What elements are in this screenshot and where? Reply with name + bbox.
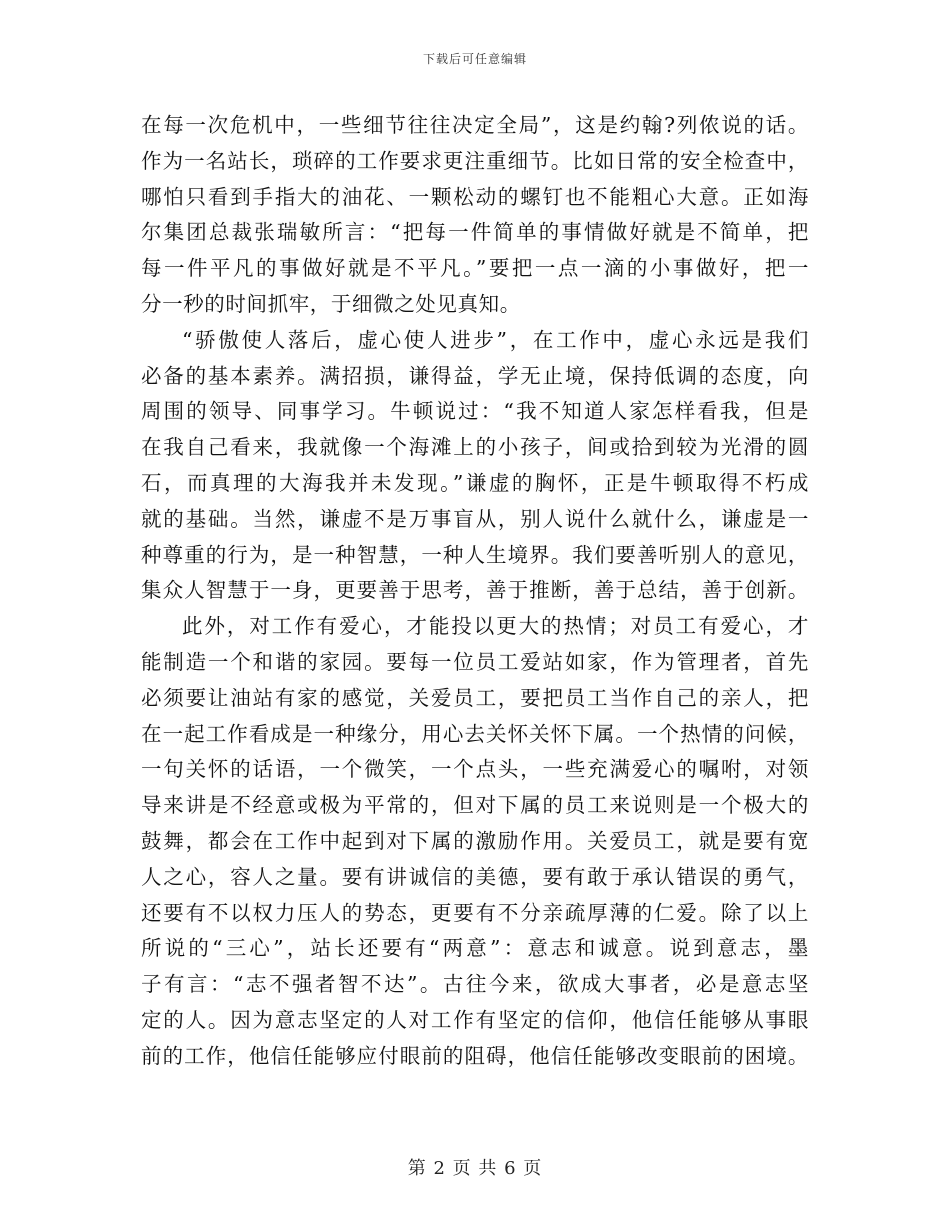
text-line: 导来讲是不经意或极为平常的，但对下属的员工来说则是一个极大的 — [141, 793, 809, 818]
text-line: 必备的基本素养。满招损，谦得益，学无止境，保持低调的态度，向 — [141, 363, 809, 388]
text-line: 此外，对工作有爱心，才能投以更大的热情；对员工有爱心，才 — [182, 614, 809, 639]
text-line: 鼓舞，都会在工作中起到对下属的激励作用。关爱员工，就是要有宽 — [141, 828, 809, 853]
text-line: 一句关怀的话语，一个微笑，一个点头，一些充满爱心的嘱咐，对领 — [141, 757, 809, 782]
text-line: 作为一名站长，琐碎的工作要求更注重细节。比如日常的安全检查中， — [141, 148, 809, 173]
text-line: 必须要让油站有家的感觉，关爱员工，要把员工当作自己的亲人，把 — [141, 685, 809, 710]
text-line: 所说的“三心”，站长还要有“两意”：意志和诚意。说到意志，墨 — [141, 936, 809, 961]
text-line: 定的人。因为意志坚定的人对工作有坚定的信仰，他信任能够从事眼 — [141, 1007, 809, 1032]
document-body — [141, 108, 809, 1075]
text-line: 在每一次危机中，一些细节往往决定全局”，这是约翰?列侬说的话。 — [141, 113, 809, 137]
page-header: 下载后可任意编辑 — [422, 52, 527, 66]
text-line: 每一件平凡的事做好就是不平凡。”要把一点一滴的小事做好，把一 — [141, 256, 809, 281]
text-line: “骄傲使人落后，虚心使人进步”，在工作中，虚心永远是我们 — [182, 327, 809, 352]
text-line: 种尊重的行为，是一种智慧，一种人生境界。我们要善听别人的意见， — [141, 542, 809, 567]
text-line: 人之心，容人之量。要有讲诚信的美德，要有敢于承认错误的勇气， — [141, 864, 809, 889]
text-line: 前的工作，他信任能够应付眼前的阻碍，他信任能够改变眼前的困境。 — [141, 1043, 809, 1068]
text-line: 在我自己看来，我就像一个海滩上的小孩子，间或拾到较为光滑的圆 — [141, 435, 809, 460]
text-line: 在一起工作看成是一种缘分，用心去关怀关怀下属。一个热情的问候， — [141, 721, 809, 746]
text-line: 周围的领导、同事学习。牛顿说过：“我不知道人家怎样看我，但是 — [141, 399, 809, 424]
text-line: 哪怕只看到手指大的油花、一颗松动的螺钉也不能粗心大意。正如海 — [141, 184, 809, 209]
text-line: 石，而真理的大海我并未发现。”谦虚的胸怀，正是牛顿取得不朽成 — [141, 470, 809, 495]
page-footer: 第 2 页 共 6 页 — [407, 1158, 543, 1179]
text-line: 就的基础。当然，谦虚不是万事盲从，别人说什么就什么，谦虚是一 — [141, 506, 809, 531]
text-line: 尔集团总裁张瑞敏所言：“把每一件简单的事情做好就是不简单，把 — [141, 220, 809, 245]
text-line: 集众人智慧于一身，更要善于思考，善于推断，善于总结，善于创新。 — [141, 578, 809, 603]
text-line: 还要有不以权力压人的势态，更要有不分亲疏厚薄的仁爱。除了以上 — [141, 900, 809, 925]
text-line: 能制造一个和谐的家园。要每一位员工爱站如家，作为管理者，首先 — [141, 649, 809, 674]
text-line: 分一秒的时间抓牢，于细微之处见真知。 — [141, 291, 521, 316]
text-line: 子有言：“志不强者智不达”。古往今来，欲成大事者，必是意志坚 — [141, 972, 809, 997]
